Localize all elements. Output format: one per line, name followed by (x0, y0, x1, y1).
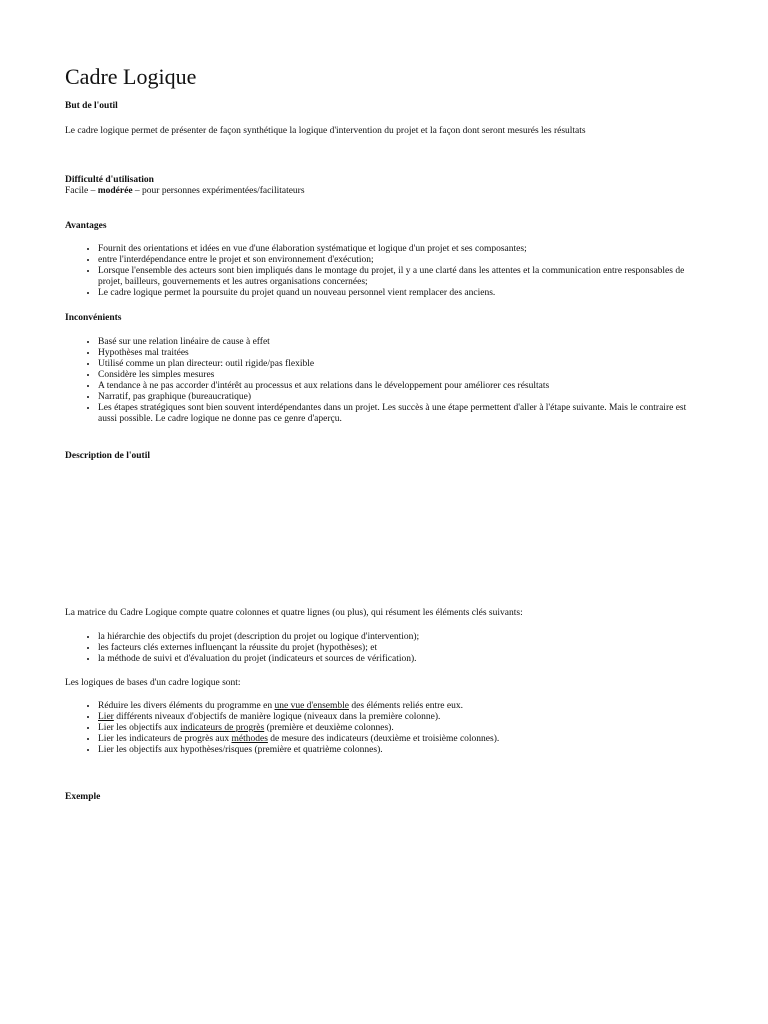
list-item: • Le cadre logique permet la poursuite du projet quand un nouveau personnel vient remplacer des anciens. (98, 288, 705, 299)
list-item (98, 734, 705, 745)
list-item: • la méthode de suivi et d'évaluation du projet (indicateurs et sources de vérification). (98, 654, 705, 665)
list-item: • Considère les simples mesures (98, 370, 705, 381)
text-run: Lier les objectifs aux (98, 723, 181, 733)
description-heading: Description de l'outil (65, 451, 150, 461)
list-item: • les facteurs clés externes influençant la réussite du projet (hypothèses); et (98, 643, 705, 654)
list-item: • Fournit des orientations et idées en vue d'une élaboration systématique et logique d'un projet et ses composantes; (98, 244, 705, 255)
exemple-heading: Exemple (65, 792, 101, 802)
description-intro: La matrice du Cadre Logique compte quatre colonnes et quatre lignes (ou plus), qui résument les éléments clés suivants: (65, 608, 523, 618)
page-title: Cadre Logique (65, 64, 197, 89)
text-run: de mesure des indicateurs (deuxième et troisième colonnes). (267, 734, 500, 744)
list-item: • Les étapes stratégiques sont bien souvent interdépendantes dans un projet. Les succès à une étape permettent d'aller à l'étape suivante. Mais le contraire est aussi possible. Le cadre logique ne donne pas ce genre d'aperçu. (98, 403, 705, 425)
list-item: • la hiérarchie des objectifs du projet (description du projet ou logique d'intervention); (98, 632, 705, 643)
description-list (65, 632, 705, 665)
underlined-term: une vue d'ensemble (274, 701, 350, 711)
underlined-term: indicateurs de progrès (180, 723, 265, 733)
list-item (98, 712, 705, 723)
inconvenients-list (65, 337, 705, 425)
difficulte-text (65, 186, 705, 197)
avantages-heading: Avantages (65, 221, 107, 231)
list-item: • Basé sur une relation linéaire de cause à effet (98, 337, 705, 348)
list-item (98, 701, 705, 712)
difficulte-level: modérée (97, 186, 133, 196)
list-item (98, 723, 705, 734)
but-heading: But de l'outil (65, 101, 118, 111)
text-run: (première et deuxième colonnes). (264, 723, 394, 733)
list-item: • A tendance à ne pas accorder d'intérêt au processus et aux relations dans le développement pour améliorer ces résultats (98, 381, 705, 392)
text-run: des éléments reliés entre eux. (349, 701, 463, 711)
logiques-list (65, 701, 705, 756)
avantages-list (65, 244, 705, 299)
list-item: • Utilisé comme un plan directeur: outil rigide/pas flexible (98, 359, 705, 370)
difficulte-prefix: Facile – (65, 186, 98, 196)
list-item: • Lorsque l'ensemble des acteurs sont bien impliqués dans le montage du projet, il y a une clarté dans les attentes et la communication entre responsables de projet, bailleurs, gouvernements et les autres organisations concernées; (98, 266, 705, 288)
list-item: • entre l'interdépendance entre le projet et son environnement d'exécution; (98, 255, 705, 266)
list-item: • Narratif, pas graphique (bureaucratique) (98, 392, 705, 403)
text-run: différents niveaux d'objectifs de manière logique (niveaux dans la première colonne). (113, 712, 441, 722)
logiques-intro: Les logiques de bases d'un cadre logique sont: (65, 678, 241, 688)
difficulte-heading: Difficulté d'utilisation (65, 175, 154, 185)
list-item (98, 745, 705, 756)
underlined-term: Lier (98, 712, 114, 722)
inconvenients-heading: Inconvénients (65, 313, 122, 323)
underlined-term: méthodes (231, 734, 268, 744)
list-item: • Hypothèses mal traitées (98, 348, 705, 359)
text-run: Lier les objectifs aux hypothèses/risques (première et quatrième colonnes). (98, 745, 383, 755)
text-run: Réduire les divers éléments du programme en (98, 701, 275, 711)
text-run: Lier les indicateurs de progrès aux (98, 734, 232, 744)
difficulte-suffix: – pour personnes expérimentées/facilitateurs (132, 186, 305, 196)
but-text: Le cadre logique permet de présenter de façon synthétique la logique d'intervention du projet et la façon dont seront mesurés les résultats (65, 126, 586, 136)
